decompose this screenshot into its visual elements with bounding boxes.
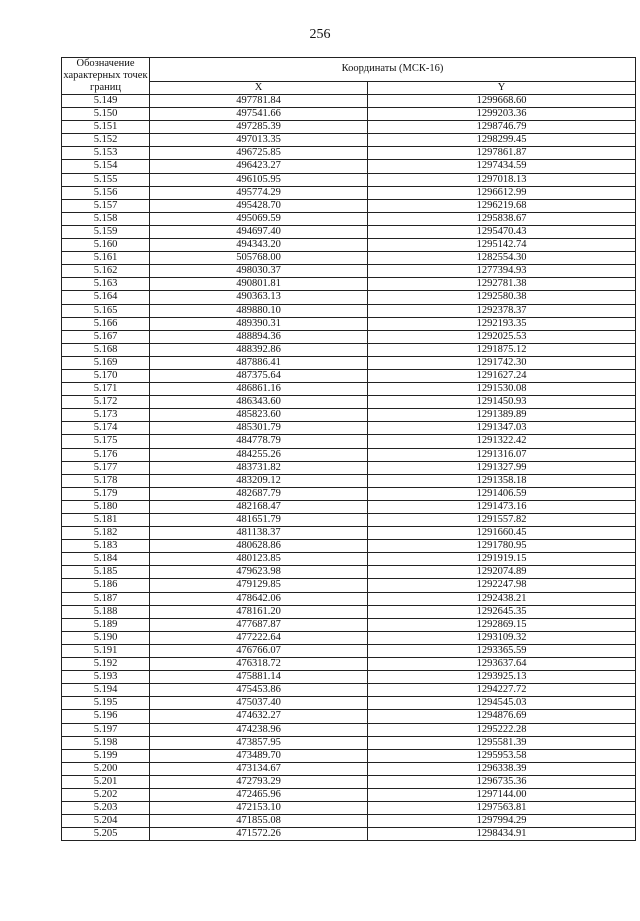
x-coordinate-cell: 496105.95 [150, 173, 368, 186]
y-coordinate-cell: 1296612.99 [368, 186, 636, 199]
table-row [62, 199, 636, 212]
table-row [62, 343, 636, 356]
y-coordinate-cell: 1296735.36 [368, 775, 636, 788]
y-coordinate-cell: 1277394.93 [368, 265, 636, 278]
y-coordinate-cell: 1292869.15 [368, 618, 636, 631]
x-coordinate-cell: 487886.41 [150, 356, 368, 369]
point-id-cell: 5.164 [62, 291, 150, 304]
y-coordinate-cell: 1297144.00 [368, 788, 636, 801]
point-id-cell: 5.173 [62, 409, 150, 422]
point-id-cell: 5.172 [62, 396, 150, 409]
y-coordinate-cell: 1295142.74 [368, 239, 636, 252]
x-coordinate-cell: 495774.29 [150, 186, 368, 199]
y-coordinate-cell: 1298434.91 [368, 828, 636, 841]
x-coordinate-cell: 480628.86 [150, 540, 368, 553]
y-coordinate-cell: 1295581.39 [368, 736, 636, 749]
point-id-cell: 5.203 [62, 802, 150, 815]
table-row [62, 775, 636, 788]
y-coordinate-cell: 1292781.38 [368, 278, 636, 291]
point-id-cell: 5.149 [62, 95, 150, 108]
point-id-cell: 5.155 [62, 173, 150, 186]
y-coordinate-cell: 1291347.03 [368, 422, 636, 435]
table-row [62, 134, 636, 147]
x-coordinate-cell: 489880.10 [150, 304, 368, 317]
y-coordinate-cell: 1291530.08 [368, 383, 636, 396]
y-coordinate-cell: 1291450.93 [368, 396, 636, 409]
y-coordinate-cell: 1297563.81 [368, 802, 636, 815]
table-row [62, 500, 636, 513]
y-coordinate-cell: 1297018.13 [368, 173, 636, 186]
table-row [62, 553, 636, 566]
point-id-cell: 5.197 [62, 723, 150, 736]
y-coordinate-cell: 1295953.58 [368, 749, 636, 762]
point-id-cell: 5.163 [62, 278, 150, 291]
point-id-cell: 5.174 [62, 422, 150, 435]
table-row [62, 592, 636, 605]
x-coordinate-cell: 488894.36 [150, 330, 368, 343]
x-coordinate-cell: 474238.96 [150, 723, 368, 736]
table-row [62, 121, 636, 134]
table-row [62, 291, 636, 304]
point-id-cell: 5.179 [62, 487, 150, 500]
x-coordinate-cell: 476766.07 [150, 644, 368, 657]
x-coordinate-cell: 498030.37 [150, 265, 368, 278]
table-row [62, 749, 636, 762]
table-row [62, 212, 636, 225]
x-coordinate-cell: 481138.37 [150, 527, 368, 540]
y-coordinate-cell: 1292438.21 [368, 592, 636, 605]
y-coordinate-cell: 1292645.35 [368, 605, 636, 618]
y-coordinate-cell: 1291327.99 [368, 461, 636, 474]
x-coordinate-cell: 484255.26 [150, 448, 368, 461]
x-coordinate-cell: 485823.60 [150, 409, 368, 422]
y-coordinate-cell: 1293109.32 [368, 631, 636, 644]
table-row [62, 762, 636, 775]
table-row [62, 788, 636, 801]
x-coordinate-cell: 497285.39 [150, 121, 368, 134]
x-coordinate-cell: 471572.26 [150, 828, 368, 841]
y-coordinate-cell: 1293925.13 [368, 671, 636, 684]
y-coordinate-cell: 1297434.59 [368, 160, 636, 173]
x-coordinate-cell: 486343.60 [150, 396, 368, 409]
x-coordinate-cell: 490801.81 [150, 278, 368, 291]
point-id-cell: 5.160 [62, 239, 150, 252]
point-id-cell: 5.166 [62, 317, 150, 330]
table-row [62, 697, 636, 710]
x-coordinate-cell: 497781.84 [150, 95, 368, 108]
y-coordinate-cell: 1299668.60 [368, 95, 636, 108]
y-coordinate-cell: 1293637.64 [368, 658, 636, 671]
table-row [62, 278, 636, 291]
table-row [62, 631, 636, 644]
point-id-cell: 5.165 [62, 304, 150, 317]
point-id-cell: 5.184 [62, 553, 150, 566]
y-column-header: Y [368, 81, 636, 94]
point-id-cell: 5.157 [62, 199, 150, 212]
x-coordinate-cell: 495069.59 [150, 212, 368, 225]
point-id-cell: 5.200 [62, 762, 150, 775]
table-row [62, 239, 636, 252]
table-row [62, 396, 636, 409]
table-row [62, 474, 636, 487]
point-id-cell: 5.195 [62, 697, 150, 710]
table-row [62, 828, 636, 841]
table-row [62, 186, 636, 199]
x-coordinate-cell: 478161.20 [150, 605, 368, 618]
table-row [62, 356, 636, 369]
point-id-cell: 5.168 [62, 343, 150, 356]
point-id-cell: 5.175 [62, 435, 150, 448]
x-coordinate-cell: 489390.31 [150, 317, 368, 330]
y-coordinate-cell: 1291660.45 [368, 527, 636, 540]
x-coordinate-cell: 488392.86 [150, 343, 368, 356]
y-coordinate-cell: 1291316.07 [368, 448, 636, 461]
table-body [62, 95, 636, 841]
point-id-cell: 5.152 [62, 134, 150, 147]
table-row [62, 448, 636, 461]
x-coordinate-cell: 478642.06 [150, 592, 368, 605]
point-id-cell: 5.159 [62, 225, 150, 238]
x-coordinate-cell: 473489.70 [150, 749, 368, 762]
x-coordinate-cell: 481651.79 [150, 514, 368, 527]
table-row [62, 173, 636, 186]
table-row [62, 815, 636, 828]
table-row [62, 514, 636, 527]
point-id-cell: 5.156 [62, 186, 150, 199]
point-id-cell: 5.202 [62, 788, 150, 801]
x-coordinate-cell: 480123.85 [150, 553, 368, 566]
table-row [62, 527, 636, 540]
point-id-cell: 5.191 [62, 644, 150, 657]
table-row [62, 422, 636, 435]
y-coordinate-cell: 1296219.68 [368, 199, 636, 212]
table-row [62, 330, 636, 343]
point-id-cell: 5.199 [62, 749, 150, 762]
table-row [62, 304, 636, 317]
table-row [62, 461, 636, 474]
x-coordinate-cell: 479129.85 [150, 579, 368, 592]
x-column-header: X [150, 81, 368, 94]
table-row [62, 409, 636, 422]
point-id-cell: 5.153 [62, 147, 150, 160]
table-row [62, 487, 636, 500]
y-coordinate-cell: 1294876.69 [368, 710, 636, 723]
y-coordinate-cell: 1291875.12 [368, 343, 636, 356]
x-coordinate-cell: 505768.00 [150, 252, 368, 265]
y-coordinate-cell: 1295470.43 [368, 225, 636, 238]
x-coordinate-cell: 471855.08 [150, 815, 368, 828]
y-coordinate-cell: 1291627.24 [368, 369, 636, 382]
point-id-cell: 5.188 [62, 605, 150, 618]
table-row [62, 252, 636, 265]
point-id-cell: 5.154 [62, 160, 150, 173]
point-id-cell: 5.176 [62, 448, 150, 461]
y-coordinate-cell: 1296338.39 [368, 762, 636, 775]
y-coordinate-cell: 1292025.53 [368, 330, 636, 343]
page-number: 256 [309, 27, 331, 42]
table-row [62, 108, 636, 121]
y-coordinate-cell: 1292378.37 [368, 304, 636, 317]
table-row [62, 160, 636, 173]
table-row [62, 605, 636, 618]
y-coordinate-cell: 1291780.95 [368, 540, 636, 553]
x-coordinate-cell: 485301.79 [150, 422, 368, 435]
x-coordinate-cell: 490363.13 [150, 291, 368, 304]
table-row [62, 802, 636, 815]
x-coordinate-cell: 472793.29 [150, 775, 368, 788]
y-coordinate-cell: 1299203.36 [368, 108, 636, 121]
table-row [62, 618, 636, 631]
y-coordinate-cell: 1298746.79 [368, 121, 636, 134]
point-id-cell: 5.169 [62, 356, 150, 369]
table-row [62, 710, 636, 723]
y-coordinate-cell: 1291389.89 [368, 409, 636, 422]
point-id-cell: 5.194 [62, 684, 150, 697]
point-id-cell: 5.192 [62, 658, 150, 671]
table-row [62, 95, 636, 108]
point-id-cell: 5.185 [62, 566, 150, 579]
point-id-cell: 5.187 [62, 592, 150, 605]
table-row [62, 658, 636, 671]
y-coordinate-cell: 1292193.35 [368, 317, 636, 330]
table-row [62, 579, 636, 592]
point-id-cell: 5.177 [62, 461, 150, 474]
point-id-cell: 5.183 [62, 540, 150, 553]
point-id-cell: 5.205 [62, 828, 150, 841]
y-coordinate-cell: 1294227.72 [368, 684, 636, 697]
point-id-cell: 5.190 [62, 631, 150, 644]
table-row [62, 540, 636, 553]
y-coordinate-cell: 1298299.45 [368, 134, 636, 147]
x-coordinate-cell: 477222.64 [150, 631, 368, 644]
y-coordinate-cell: 1291742.30 [368, 356, 636, 369]
y-coordinate-cell: 1291557.82 [368, 514, 636, 527]
x-coordinate-cell: 474632.27 [150, 710, 368, 723]
x-coordinate-cell: 494697.40 [150, 225, 368, 238]
y-coordinate-cell: 1282554.30 [368, 252, 636, 265]
point-id-cell: 5.170 [62, 369, 150, 382]
table-row [62, 566, 636, 579]
y-coordinate-cell: 1297861.87 [368, 147, 636, 160]
x-coordinate-cell: 497541.66 [150, 108, 368, 121]
table-row [62, 671, 636, 684]
x-coordinate-cell: 472153.10 [150, 802, 368, 815]
point-id-cell: 5.151 [62, 121, 150, 134]
y-coordinate-cell: 1291473.16 [368, 500, 636, 513]
point-id-cell: 5.171 [62, 383, 150, 396]
point-id-cell: 5.158 [62, 212, 150, 225]
table-row [62, 684, 636, 697]
point-id-cell: 5.161 [62, 252, 150, 265]
y-coordinate-cell: 1295222.28 [368, 723, 636, 736]
y-coordinate-cell: 1292247.98 [368, 579, 636, 592]
point-id-cell: 5.167 [62, 330, 150, 343]
y-coordinate-cell: 1292580.38 [368, 291, 636, 304]
point-id-cell: 5.150 [62, 108, 150, 121]
y-coordinate-cell: 1295838.67 [368, 212, 636, 225]
x-coordinate-cell: 473134.67 [150, 762, 368, 775]
x-coordinate-cell: 477687.87 [150, 618, 368, 631]
x-coordinate-cell: 472465.96 [150, 788, 368, 801]
table-row [62, 225, 636, 238]
table-row [62, 265, 636, 278]
table-row [62, 736, 636, 749]
x-coordinate-cell: 484778.79 [150, 435, 368, 448]
point-id-cell: 5.162 [62, 265, 150, 278]
x-coordinate-cell: 482168.47 [150, 500, 368, 513]
point-id-cell: 5.193 [62, 671, 150, 684]
x-coordinate-cell: 496423.27 [150, 160, 368, 173]
coordinates-header: Координаты (МСК-16) [150, 58, 636, 82]
point-id-cell: 5.180 [62, 500, 150, 513]
table-row [62, 383, 636, 396]
x-coordinate-cell: 483209.12 [150, 474, 368, 487]
table-row [62, 369, 636, 382]
point-id-cell: 5.186 [62, 579, 150, 592]
x-coordinate-cell: 475881.14 [150, 671, 368, 684]
point-id-cell: 5.196 [62, 710, 150, 723]
point-id-cell: 5.178 [62, 474, 150, 487]
y-coordinate-cell: 1291919.15 [368, 553, 636, 566]
y-coordinate-cell: 1291322.42 [368, 435, 636, 448]
x-coordinate-cell: 482687.79 [150, 487, 368, 500]
y-coordinate-cell: 1291358.18 [368, 474, 636, 487]
x-coordinate-cell: 496725.85 [150, 147, 368, 160]
point-id-cell: 5.181 [62, 514, 150, 527]
table-row [62, 317, 636, 330]
x-coordinate-cell: 486861.16 [150, 383, 368, 396]
table-row [62, 644, 636, 657]
x-coordinate-cell: 479623.98 [150, 566, 368, 579]
x-coordinate-cell: 476318.72 [150, 658, 368, 671]
point-id-cell: 5.189 [62, 618, 150, 631]
table-row [62, 723, 636, 736]
x-coordinate-cell: 497013.35 [150, 134, 368, 147]
point-id-cell: 5.201 [62, 775, 150, 788]
y-coordinate-cell: 1292074.89 [368, 566, 636, 579]
point-id-cell: 5.198 [62, 736, 150, 749]
point-id-cell: 5.204 [62, 815, 150, 828]
point-id-cell: 5.182 [62, 527, 150, 540]
y-coordinate-cell: 1294545.03 [368, 697, 636, 710]
x-coordinate-cell: 487375.64 [150, 369, 368, 382]
x-coordinate-cell: 475037.40 [150, 697, 368, 710]
x-coordinate-cell: 475453.86 [150, 684, 368, 697]
table-row [62, 435, 636, 448]
y-coordinate-cell: 1293365.59 [368, 644, 636, 657]
x-coordinate-cell: 495428.70 [150, 199, 368, 212]
coordinates-table [61, 57, 636, 841]
x-coordinate-cell: 473857.95 [150, 736, 368, 749]
x-coordinate-cell: 483731.82 [150, 461, 368, 474]
table-row [62, 147, 636, 160]
y-coordinate-cell: 1297994.29 [368, 815, 636, 828]
x-coordinate-cell: 494343.20 [150, 239, 368, 252]
point-designation-header: Обозначение характерных точек границ [63, 58, 148, 93]
y-coordinate-cell: 1291406.59 [368, 487, 636, 500]
